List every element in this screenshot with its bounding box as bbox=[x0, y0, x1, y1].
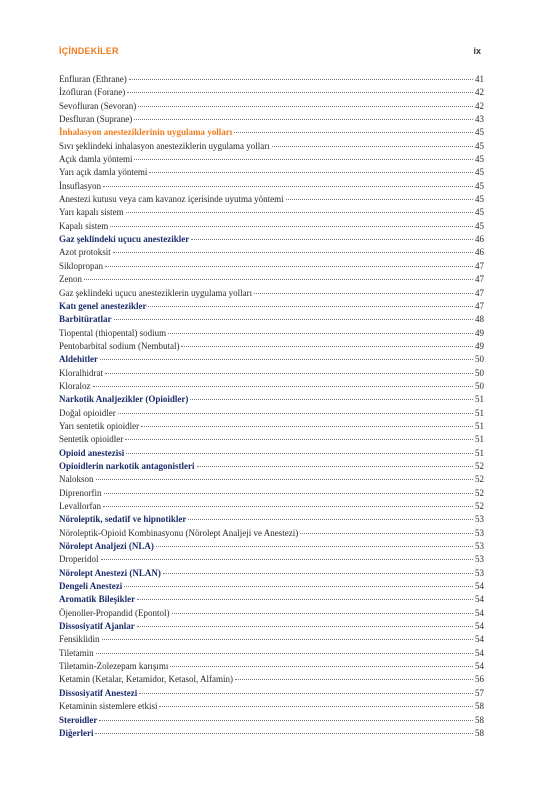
toc-entry[interactable] bbox=[59, 660, 484, 673]
toc-section-heading[interactable] bbox=[59, 313, 484, 326]
toc-entry-page: 53 bbox=[475, 567, 484, 578]
dot-leader bbox=[125, 438, 473, 440]
toc-entry[interactable] bbox=[59, 647, 484, 660]
toc-section-heading[interactable] bbox=[59, 300, 484, 313]
toc-entry-page: 45 bbox=[475, 220, 484, 231]
dot-leader bbox=[96, 478, 474, 480]
toc-entry[interactable] bbox=[59, 246, 484, 259]
toc-entry[interactable] bbox=[59, 673, 484, 686]
toc-entry[interactable] bbox=[59, 140, 484, 153]
toc-entry-title: Barbitüratlar bbox=[59, 314, 112, 325]
toc-entry-title: Doğal opioidler bbox=[59, 407, 116, 418]
toc-entry-title: Gaz şeklindeki uçucu anesteziklerin uygulama yolları bbox=[59, 287, 253, 298]
toc-entry-page: 54 bbox=[475, 607, 484, 618]
dot-leader bbox=[99, 719, 473, 721]
toc-entry-page: 50 bbox=[475, 367, 484, 378]
toc-entry-page: 54 bbox=[475, 634, 484, 645]
dot-leader bbox=[138, 105, 473, 107]
toc-entry-title: Tiletamin bbox=[59, 647, 94, 658]
dot-leader bbox=[190, 398, 473, 400]
toc-entry-title: Levallorfan bbox=[59, 501, 101, 511]
toc-entry-title: Narkotik Analjezikler (Opioidler) bbox=[59, 394, 189, 405]
dot-leader bbox=[93, 385, 474, 387]
toc-entry-title: Nalokson bbox=[59, 474, 94, 485]
toc-entry[interactable] bbox=[59, 367, 484, 380]
dot-leader bbox=[149, 171, 473, 173]
dot-leader bbox=[159, 705, 473, 707]
toc-entry[interactable] bbox=[59, 73, 484, 86]
toc-section-heading[interactable] bbox=[59, 567, 484, 580]
toc-entry[interactable] bbox=[59, 380, 484, 393]
toc-entry-title: İnsuflasyon bbox=[59, 180, 101, 191]
toc-entry-page: 57 bbox=[475, 687, 484, 698]
toc-entry[interactable] bbox=[59, 100, 484, 113]
toc-entry-title: Aldehitler bbox=[59, 354, 98, 365]
toc-entry-page: 53 bbox=[475, 514, 484, 525]
table-of-contents bbox=[59, 73, 484, 740]
toc-entry-title: Yarı açık damla yöntemi bbox=[59, 167, 148, 178]
toc-entry-page: 45 bbox=[475, 127, 484, 138]
dot-leader bbox=[134, 158, 473, 160]
dot-leader bbox=[104, 492, 474, 494]
toc-entry-title: Opioidlerin narkotik antagonistleri bbox=[59, 460, 195, 471]
dot-leader bbox=[156, 545, 473, 547]
dot-leader bbox=[235, 678, 473, 680]
toc-entry-title: Kloralhidrat bbox=[59, 367, 103, 378]
dot-leader bbox=[114, 318, 474, 320]
toc-entry-page: 54 bbox=[475, 581, 484, 592]
toc-entry-page: 45 bbox=[475, 140, 484, 151]
toc-entry-title: Kloraloz bbox=[59, 380, 91, 391]
toc-section-heading[interactable] bbox=[59, 447, 484, 460]
toc-entry-page: 54 bbox=[475, 661, 484, 672]
toc-entry-title: Sentetik opioidler bbox=[59, 434, 124, 445]
toc-entry[interactable] bbox=[59, 633, 484, 646]
toc-entry[interactable] bbox=[59, 193, 484, 206]
dot-leader bbox=[105, 265, 473, 267]
toc-entry-title: Ketaminin sistemlere etkisi bbox=[59, 701, 158, 712]
toc-section-heading[interactable] bbox=[59, 593, 484, 606]
toc-entry-title: Sıvı şeklindeki inhalasyon anesteziklerin uygulama yolları bbox=[59, 140, 270, 151]
toc-section-heading[interactable] bbox=[59, 540, 484, 553]
dot-leader bbox=[168, 332, 473, 334]
toc-entry-title: Desfluran (Suprane) bbox=[59, 114, 133, 125]
toc-entry-page: 51 bbox=[475, 407, 484, 418]
dot-leader bbox=[254, 292, 473, 294]
toc-entry[interactable] bbox=[59, 340, 484, 353]
toc-section-heading[interactable] bbox=[59, 513, 484, 526]
dot-leader bbox=[172, 612, 473, 614]
toc-entry-title: İzofluran (Forane) bbox=[59, 87, 126, 98]
dot-leader bbox=[148, 305, 473, 307]
dot-leader bbox=[126, 452, 473, 454]
toc-entry-page: 51 bbox=[475, 420, 484, 431]
dot-leader bbox=[137, 598, 473, 600]
toc-entry-page: 47 bbox=[475, 287, 484, 298]
toc-entry[interactable] bbox=[59, 113, 484, 126]
page-title: İÇİNDEKİLER bbox=[59, 46, 119, 56]
toc-section-heading[interactable] bbox=[59, 727, 484, 740]
toc-entry-page: 43 bbox=[475, 114, 484, 125]
dot-leader bbox=[84, 278, 473, 280]
dot-leader bbox=[102, 638, 473, 640]
toc-entry[interactable] bbox=[59, 527, 484, 540]
dot-leader bbox=[110, 225, 473, 227]
toc-entry-page: 52 bbox=[475, 460, 484, 471]
toc-entry-title: Opioid anestezisi bbox=[59, 447, 125, 458]
toc-entry-title: Enfluran (Ethrane) bbox=[59, 74, 127, 84]
dot-leader bbox=[96, 652, 473, 654]
dot-leader bbox=[234, 131, 473, 133]
dot-leader bbox=[126, 211, 473, 213]
toc-entry[interactable] bbox=[59, 153, 484, 166]
toc-entry-page: 53 bbox=[475, 554, 484, 565]
toc-entry[interactable] bbox=[59, 473, 484, 486]
toc-section-heading[interactable] bbox=[59, 580, 484, 593]
toc-entry-page: 52 bbox=[475, 487, 484, 498]
toc-entry-page: 42 bbox=[475, 100, 484, 111]
toc-entry-page: 47 bbox=[475, 260, 484, 271]
dot-leader bbox=[188, 518, 473, 520]
toc-entry[interactable] bbox=[59, 433, 484, 446]
toc-entry-page: 56 bbox=[475, 674, 484, 685]
dot-leader bbox=[139, 692, 473, 694]
toc-entry[interactable] bbox=[59, 487, 484, 500]
toc-entry-page: 46 bbox=[475, 247, 484, 258]
toc-entry-page: 47 bbox=[475, 274, 484, 285]
toc-entry-title: Tiletamin-Zolezepam karışımı bbox=[59, 661, 169, 672]
toc-entry-page: 50 bbox=[475, 380, 484, 391]
toc-section-heading[interactable] bbox=[59, 353, 484, 366]
toc-entry-title: Dengeli Anestezi bbox=[59, 581, 123, 592]
toc-entry-title: Yarı kapalı sistem bbox=[59, 207, 124, 218]
toc-entry-page: 48 bbox=[475, 314, 484, 325]
toc-entry-title: Zenon bbox=[59, 274, 82, 285]
dot-leader bbox=[103, 185, 473, 187]
toc-entry[interactable] bbox=[59, 206, 484, 219]
toc-entry[interactable] bbox=[59, 260, 484, 273]
toc-entry-page: 50 bbox=[475, 354, 484, 365]
toc-entry-page: 45 bbox=[475, 207, 484, 218]
toc-entry-page: 54 bbox=[475, 647, 484, 658]
toc-entry[interactable] bbox=[59, 327, 484, 340]
toc-entry-title: Gaz şeklindeki uçucu anestezikler bbox=[59, 234, 190, 245]
dot-leader bbox=[197, 465, 473, 467]
toc-entry-page: 49 bbox=[475, 340, 484, 351]
toc-entry-title: Öjenoller-Propandid (Epontol) bbox=[59, 607, 170, 618]
dot-leader bbox=[170, 665, 473, 667]
toc-section-heading[interactable] bbox=[59, 714, 484, 727]
dot-leader bbox=[286, 198, 473, 200]
toc-entry-page: 53 bbox=[475, 527, 484, 538]
toc-entry-title: Anestezi kutusu veya cam kavanoz içerisinde uyutma yöntemi bbox=[59, 194, 284, 205]
dot-leader bbox=[124, 585, 473, 587]
toc-entry-title: Kapalı sistem bbox=[59, 220, 109, 231]
dot-leader bbox=[141, 425, 473, 427]
dot-leader bbox=[272, 145, 473, 147]
toc-entry-page: 54 bbox=[475, 621, 484, 632]
dot-leader bbox=[163, 572, 473, 574]
toc-entry-page: 41 bbox=[475, 74, 484, 84]
page-number: ix bbox=[473, 46, 481, 56]
toc-section-heading[interactable] bbox=[59, 620, 484, 633]
dot-leader bbox=[101, 558, 474, 560]
toc-entry[interactable] bbox=[59, 553, 484, 566]
toc-entry-title: Pentobarbital sodium (Nembutal) bbox=[59, 340, 180, 351]
toc-section-heading[interactable] bbox=[59, 393, 484, 406]
dot-leader bbox=[113, 251, 473, 253]
toc-entry-title: Katı genel anestezikler bbox=[59, 300, 147, 311]
toc-entry-page: 51 bbox=[475, 434, 484, 445]
toc-entry-title: Nörolept Anestezi (NLAN) bbox=[59, 567, 161, 578]
toc-entry-page: 54 bbox=[475, 594, 484, 605]
dot-leader bbox=[129, 78, 473, 80]
dot-leader bbox=[105, 372, 473, 374]
toc-entry-title: Tiopental (thiopental) sodium bbox=[59, 327, 167, 338]
dot-leader bbox=[95, 732, 473, 734]
toc-entry-title: Diğerleri bbox=[59, 727, 94, 738]
toc-entry-title: Nörolept Analjezi (NLA) bbox=[59, 541, 154, 552]
toc-entry-title: Açık damla yöntemi bbox=[59, 154, 133, 165]
toc-entry-page: 51 bbox=[475, 447, 484, 458]
toc-entry[interactable] bbox=[59, 420, 484, 433]
toc-section-heading[interactable] bbox=[59, 126, 484, 139]
dot-leader bbox=[181, 345, 473, 347]
toc-entry-title: Ketamin (Ketalar, Ketamidor, Ketasol, Alfamin) bbox=[59, 674, 233, 685]
toc-entry-page: 58 bbox=[475, 727, 484, 738]
dot-leader bbox=[191, 238, 473, 240]
toc-entry-title: Steroidler bbox=[59, 714, 98, 725]
toc-entry-page: 46 bbox=[475, 234, 484, 245]
dot-leader bbox=[137, 625, 473, 627]
toc-entry[interactable] bbox=[59, 700, 484, 713]
dot-leader bbox=[134, 118, 473, 120]
toc-entry-page: 58 bbox=[475, 701, 484, 712]
toc-entry-title: Dissosiyatif Anestezi bbox=[59, 687, 138, 698]
toc-entry-page: 45 bbox=[475, 167, 484, 178]
toc-entry-title: Sevofluran (Sevoran) bbox=[59, 100, 137, 111]
toc-entry[interactable] bbox=[59, 287, 484, 300]
toc-entry-title: Fensiklidin bbox=[59, 634, 100, 645]
toc-entry[interactable] bbox=[59, 180, 484, 193]
toc-entry-page: 52 bbox=[475, 501, 484, 511]
toc-entry[interactable] bbox=[59, 86, 484, 99]
toc-entry-title: Nöroleptik-Opioid Kombinasyonu (Nörolept Analjeji ve Anestezi) bbox=[59, 527, 299, 538]
toc-entry-page: 52 bbox=[475, 474, 484, 485]
toc-entry-title: Diprenorfin bbox=[59, 487, 102, 498]
toc-entry-title: Droperidol bbox=[59, 554, 99, 565]
dot-leader bbox=[118, 412, 473, 414]
toc-section-heading[interactable] bbox=[59, 687, 484, 700]
toc-entry-title: Azot protoksit bbox=[59, 247, 111, 258]
toc-entry-title: Yarı sentetik opioidler bbox=[59, 420, 140, 431]
page-header bbox=[59, 46, 481, 60]
toc-entry-page: 49 bbox=[475, 327, 484, 338]
toc-entry-page: 45 bbox=[475, 194, 484, 205]
toc-entry-page: 53 bbox=[475, 541, 484, 552]
toc-section-heading[interactable] bbox=[59, 233, 484, 246]
toc-entry[interactable] bbox=[59, 220, 484, 233]
toc-entry-title: İnhalasyon anesteziklerinin uygulama yolları bbox=[59, 127, 233, 138]
toc-entry[interactable] bbox=[59, 166, 484, 179]
toc-section-heading[interactable] bbox=[59, 460, 484, 473]
toc-entry[interactable] bbox=[59, 607, 484, 620]
toc-entry-page: 47 bbox=[475, 300, 484, 311]
dot-leader bbox=[300, 532, 473, 534]
toc-entry-title: Aromatik Bileşikler bbox=[59, 594, 136, 605]
toc-entry-page: 51 bbox=[475, 394, 484, 405]
dot-leader bbox=[100, 358, 473, 360]
toc-entry[interactable] bbox=[59, 407, 484, 420]
toc-entry[interactable] bbox=[59, 500, 484, 513]
toc-entry-page: 45 bbox=[475, 180, 484, 191]
toc-entry-page: 58 bbox=[475, 714, 484, 725]
dot-leader bbox=[103, 505, 473, 507]
toc-entry-title: Nöroleptik, sedatif ve hipnotikler bbox=[59, 514, 187, 525]
toc-entry-title: Dissosiyatif Ajanlar bbox=[59, 621, 135, 632]
dot-leader bbox=[127, 91, 473, 93]
toc-entry-title: Siklopropan bbox=[59, 260, 103, 271]
toc-entry-page: 45 bbox=[475, 154, 484, 165]
toc-entry[interactable] bbox=[59, 273, 484, 286]
toc-entry-page: 42 bbox=[475, 87, 484, 98]
